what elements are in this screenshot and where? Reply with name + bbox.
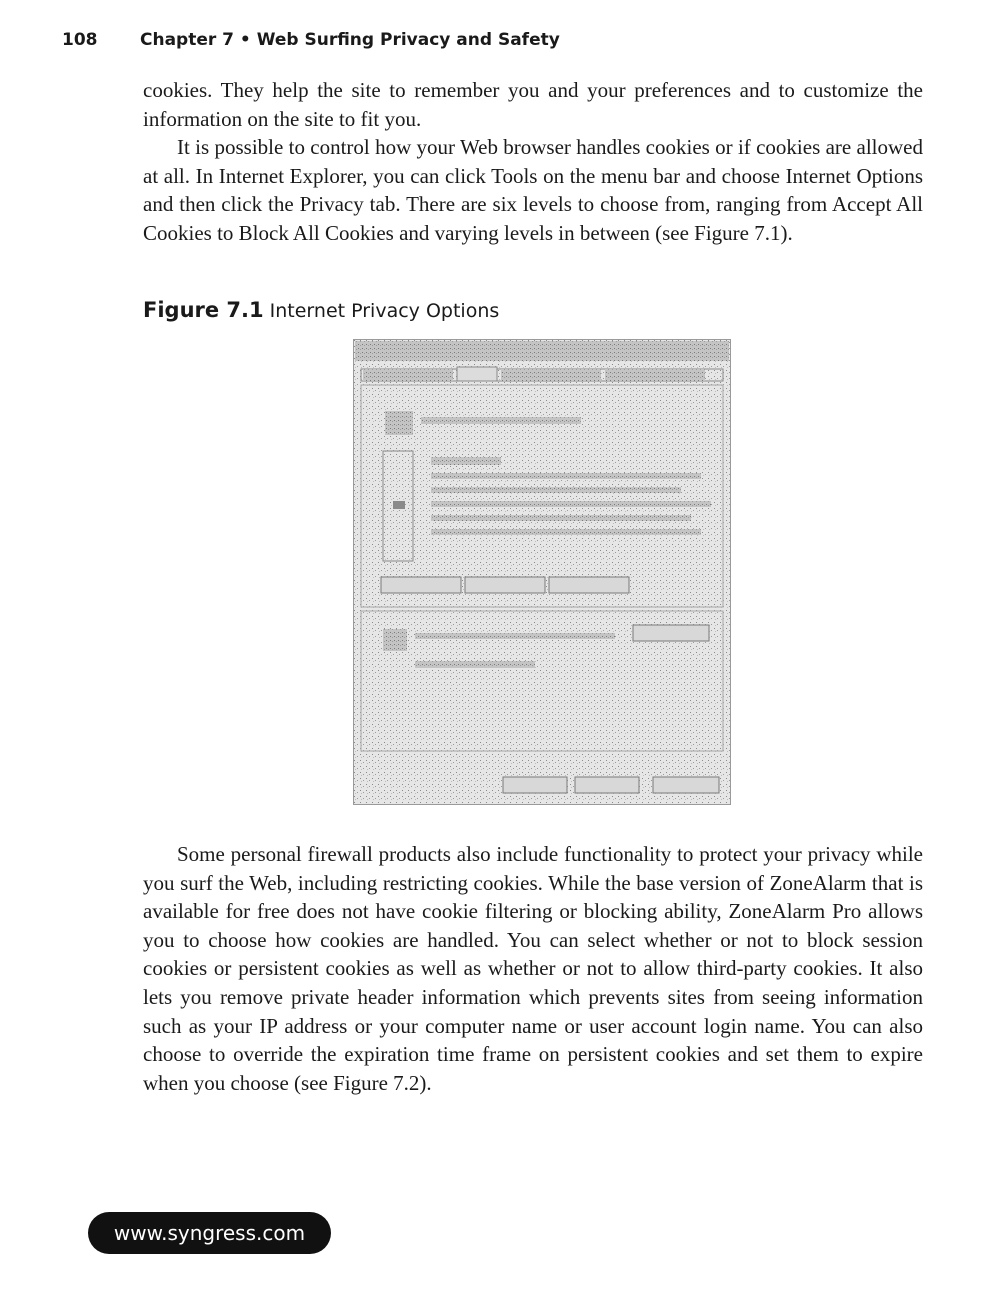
dialog-button [575,777,639,793]
paragraph: cookies. They help the site to remember you and your preferences and to customize the information on the site to fit you. [143,78,923,131]
footer-url: www.syngress.com [113,1221,306,1245]
privacy-icon [385,411,413,435]
dialog-window [354,340,731,805]
figure-screenshot [353,339,731,805]
privacy-text-line [421,417,581,424]
level-description-line [431,515,691,521]
dialog-tab [605,369,705,381]
popup-icon [383,629,407,651]
level-description-line [431,487,681,493]
level-name-line [431,457,501,465]
dialog-title-bar [355,341,729,361]
footer-url-badge [88,1212,331,1254]
privacy-slider-thumb [393,501,405,509]
chapter-title: Chapter 7 • Web Surfing Privacy and Safety [140,30,560,50]
paragraph: It is possible to control how your Web browser handles cookies or if cookies are allowed at all. In Internet Explorer, you can click Tools on the menu bar and choose Internet Options and then click the Privacy tab. There are six levels to choose from, ranging from Accept All Cookies to Block All Cookies and varying levels in between (see Figure 7.1). [143,135,923,245]
popup-settings-button [633,625,709,641]
dialog-button [653,777,719,793]
dialog-button [381,577,461,593]
popup-checkbox [415,661,535,668]
dialog-tab [363,369,453,381]
figure-caption [143,298,499,322]
page-number: 108 [62,30,98,50]
body-text-bottom [143,840,923,1097]
popup-text-line [415,633,615,639]
running-header [62,30,560,50]
level-description-line [431,529,701,535]
figure-label: Figure 7.1 [143,298,264,322]
dialog-button [465,577,545,593]
dialog-button [503,777,567,793]
dialog-tab [457,367,497,381]
dialog-tab [501,369,601,381]
dialog-button [549,577,629,593]
paragraph: Some personal firewall products also include functionality to protect your privacy while you surf the Web, including restricting cookies. While the base version of ZoneAlarm that is available for free does not have cookie filtering or blocking ability, ZoneAlarm Pro allows you to choose how cookies are handled. You can select whether or not to block session cookies or persistent cookies as well as whether or not to allow third-party cookies. It also lets you remove private header information which prevents sites from seeing information such as your IP address or your computer name or user account login name. You can also choose to override the expiration time frame on persistent cookies and set them to expire when you choose (see Figure 7.2). [143,842,923,1095]
level-description-line [431,501,711,507]
figure-title: Internet Privacy Options [269,300,500,322]
level-description-line [431,473,701,479]
body-text-top [143,76,923,248]
